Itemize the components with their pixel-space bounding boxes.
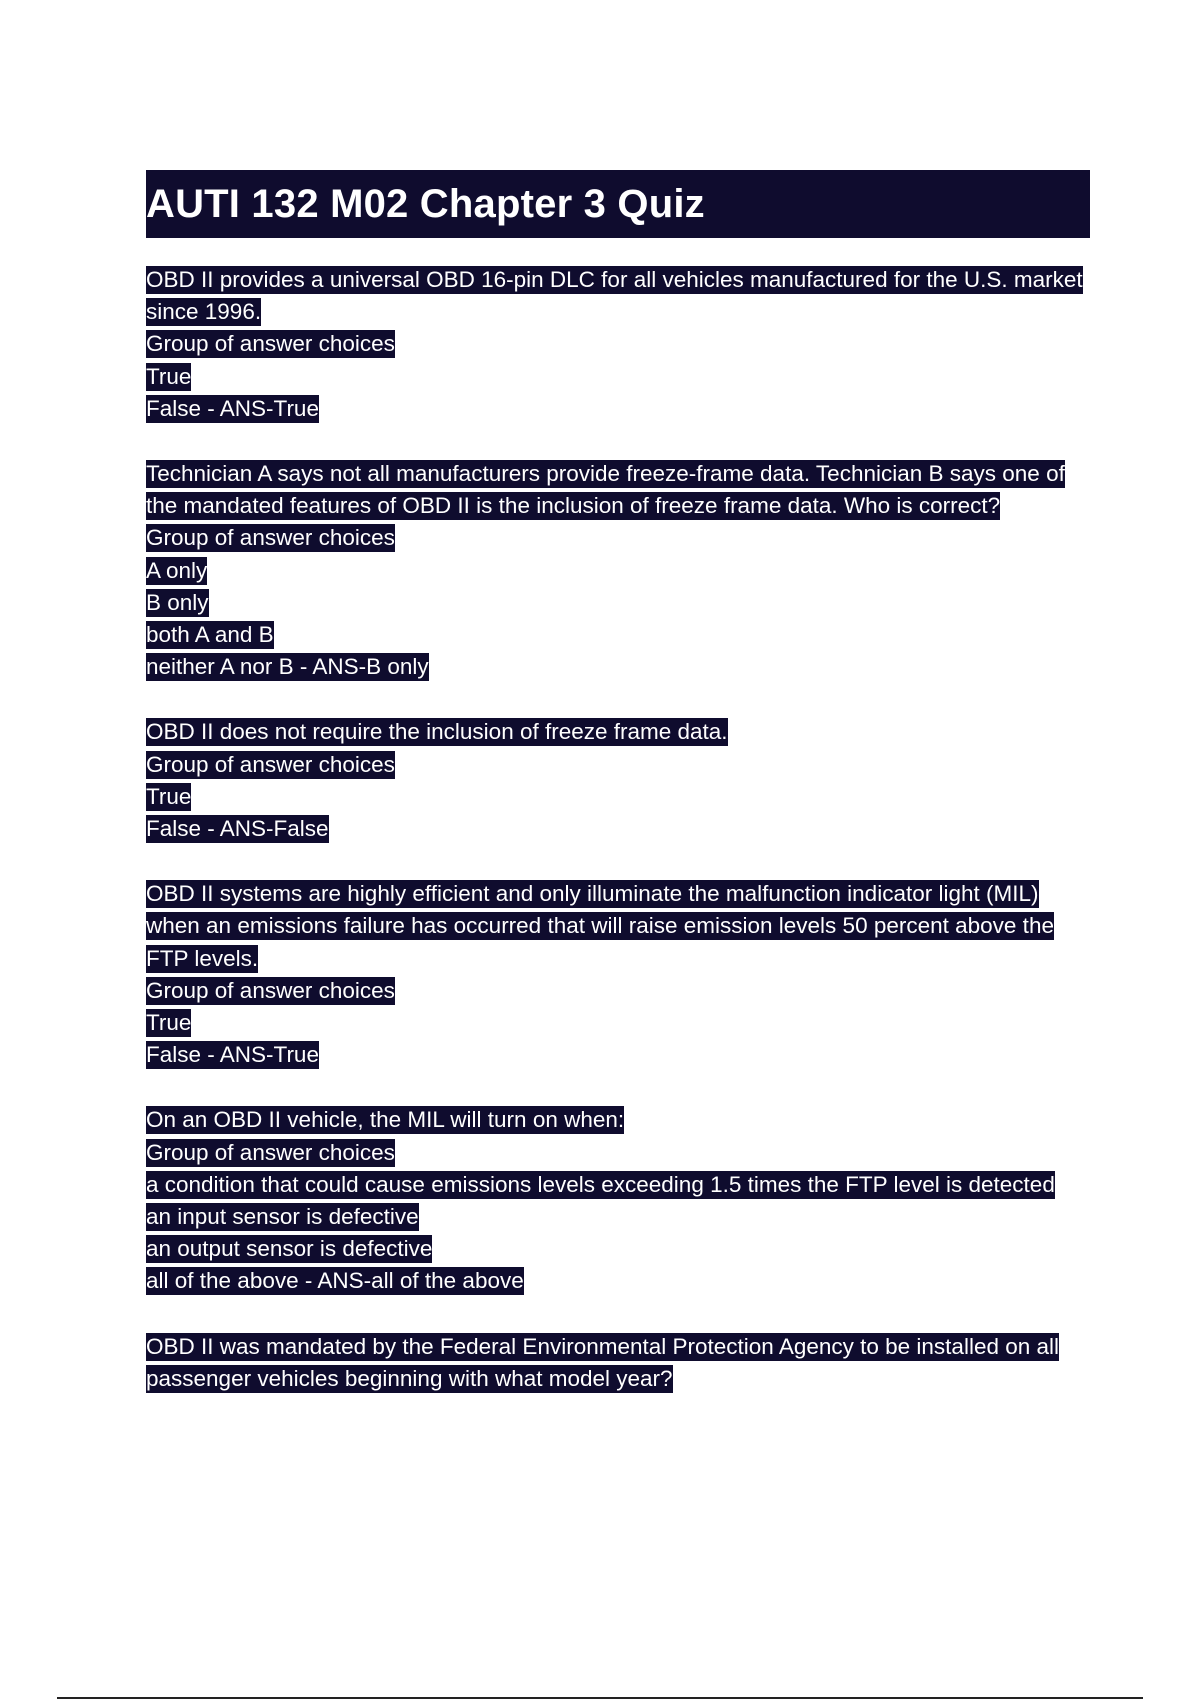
question-text[interactable]: Technician A says not all manufacturers provide freeze-frame data. Technician B says one of the mandated features of OBD II is the inclusion of freeze frame data. Who is correct? xyxy=(146,461,1065,519)
question-text[interactable]: On an OBD II vehicle, the MIL will turn on when: xyxy=(146,1107,625,1133)
answer-choice[interactable]: False - ANS-False xyxy=(146,816,329,842)
question-block xyxy=(146,1331,1090,1395)
answer-choice[interactable]: A only xyxy=(146,557,208,583)
document-page xyxy=(146,170,1090,1428)
title-bar xyxy=(146,170,1090,238)
question-text[interactable]: OBD II does not require the inclusion of freeze frame data. xyxy=(146,719,728,745)
answer-group-label: Group of answer choices xyxy=(146,331,395,357)
answer-choice[interactable]: a condition that could cause emissions levels exceeding 1.5 times the FTP level is detected xyxy=(146,1171,1055,1197)
question-block xyxy=(146,878,1090,1071)
answer-choice[interactable]: False - ANS-True xyxy=(146,1042,319,1068)
document-title: AUTI 132 M02 Chapter 3 Quiz xyxy=(146,182,705,226)
answer-choice[interactable]: an output sensor is defective xyxy=(146,1236,433,1262)
question-block xyxy=(146,458,1090,683)
answer-choice[interactable]: False - ANS-True xyxy=(146,395,319,421)
answer-choice[interactable]: an input sensor is defective xyxy=(146,1204,419,1230)
question-block xyxy=(146,1104,1090,1297)
answer-group-label: Group of answer choices xyxy=(146,525,395,551)
answer-choice[interactable]: both A and B xyxy=(146,622,274,648)
answer-choice[interactable]: True xyxy=(146,363,192,389)
question-text[interactable]: OBD II systems are highly efficient and only illuminate the malfunction indicator light (MIL) when an emissions failure has occurred that will raise emission levels 50 percent above the FTP levels. xyxy=(146,881,1054,971)
answer-choice[interactable]: all of the above - ANS-all of the above xyxy=(146,1268,524,1294)
question-block xyxy=(146,264,1090,425)
answer-group-label: Group of answer choices xyxy=(146,751,395,777)
answer-choice[interactable]: neither A nor B - ANS-B only xyxy=(146,654,429,680)
page-bottom-rule xyxy=(57,1697,1143,1699)
answer-choice[interactable]: True xyxy=(146,783,192,809)
answer-choice[interactable]: B only xyxy=(146,589,209,615)
question-block xyxy=(146,716,1090,845)
answer-group-label: Group of answer choices xyxy=(146,977,395,1003)
answer-choice[interactable]: True xyxy=(146,1010,192,1036)
question-text[interactable]: OBD II provides a universal OBD 16-pin DLC for all vehicles manufactured for the U.S. market since 1996. xyxy=(146,267,1083,325)
question-text[interactable]: OBD II was mandated by the Federal Environmental Protection Agency to be installed on all passenger vehicles beginning with what model year? xyxy=(146,1333,1060,1391)
answer-group-label: Group of answer choices xyxy=(146,1139,395,1165)
